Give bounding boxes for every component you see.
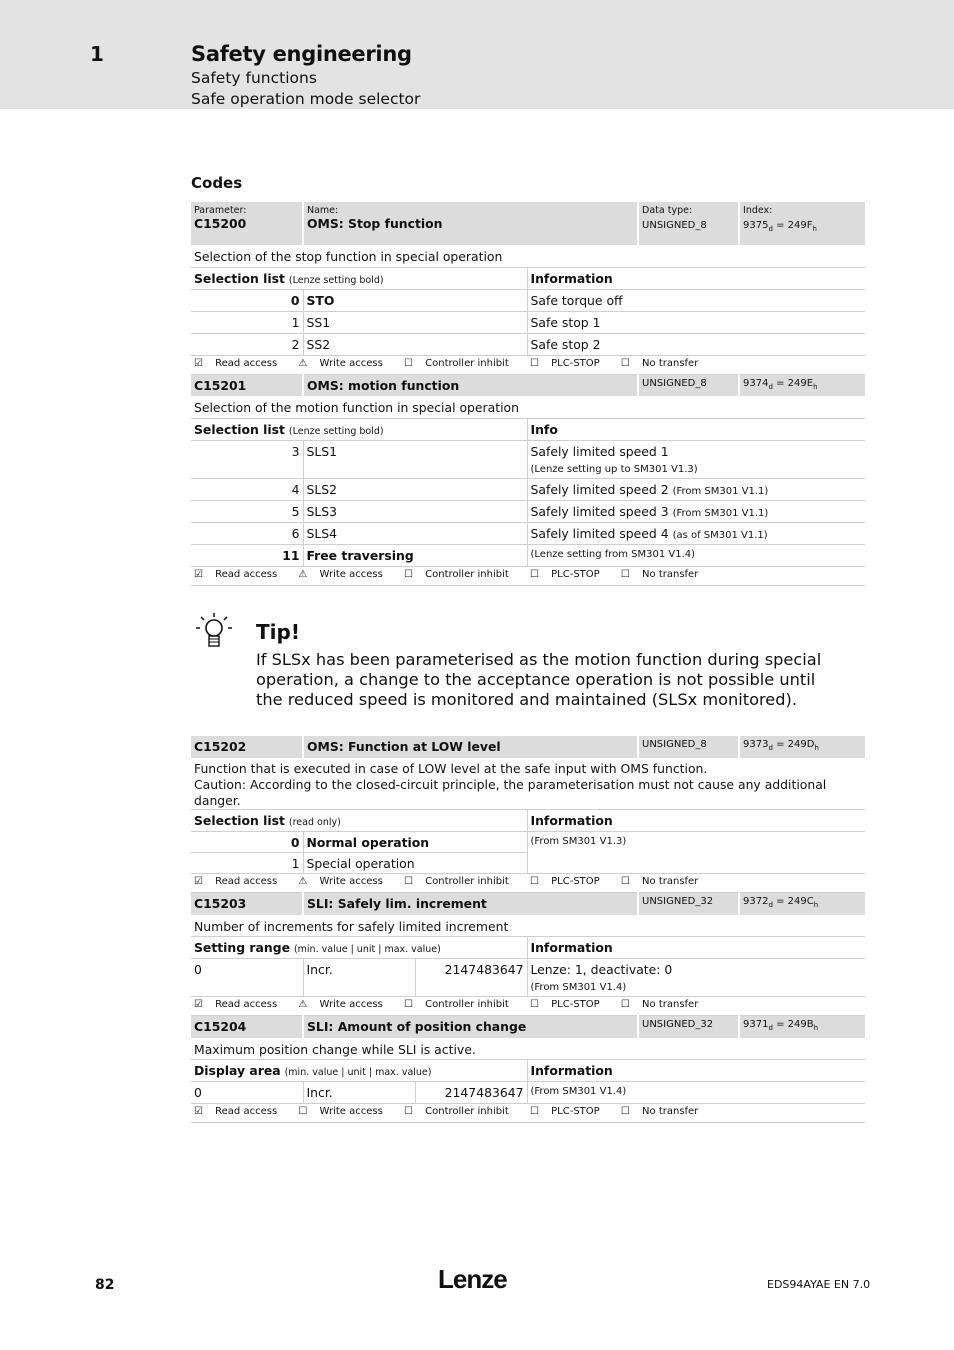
code-header-c15202: C15202 OMS: Function at LOW level UNSIGNED_8 $9373_d = 249D_h$ [191, 736, 865, 758]
selection-row: 11 Free traversing (Lenze setting from SM301 V1.4) [191, 544, 865, 566]
subsection-title: Safe operation mode selector [191, 90, 421, 108]
selection-row: 2 SS2 Safe stop 2 [191, 333, 865, 355]
warning-icon: ⚠ [298, 876, 308, 887]
code-description: Selection of the motion function in special operation [191, 396, 865, 418]
selection-row: 0 Normal operation (From SM301 V1.3) [191, 832, 865, 853]
selection-row: 3 SLS1 Safely limited speed 1 (Lenze setting up to SM301 V1.3) [191, 440, 865, 478]
lightbulb-icon [195, 612, 235, 652]
codes-heading: Codes [191, 174, 243, 192]
selection-row: 5 SLS3 Safely limited speed 3 (From SM301 V1.1) [191, 500, 865, 522]
code-description: Selection of the stop function in special operation [191, 245, 865, 267]
range-row: 0 Incr. 2147483647 (From SM301 V1.4) [191, 1082, 865, 1104]
section-title: Safety functions [191, 69, 317, 87]
code-description: Function that is executed in case of LOW level at the safe input with OMS function. Caution: According to the closed-circuit principle, the parameterisation must not cause any additional danger. [191, 758, 865, 810]
access-flags: ☑ Read access ⚠ Write access ☐ Controller inhibit ☐ PLC-STOP ☐ No transfer [191, 355, 865, 374]
range-row: 0 Incr. 2147483647 Lenze: 1, deactivate: 0 (From SM301 V1.4) [191, 959, 865, 997]
code-description: Number of increments for safely limited increment [191, 915, 865, 937]
code-header-c15203: C15203 SLI: Safely lim. increment UNSIGNED_32 $9372_d = 249C_h$ [191, 893, 865, 915]
index-value: $9375_d = 249F_h$ [743, 220, 817, 233]
code-name: OMS: Stop function [307, 216, 443, 231]
data-type: UNSIGNED_8 [642, 220, 707, 231]
selection-row: 0 STO Safe torque off [191, 289, 865, 311]
access-flags: ☑ Read access ⚠ Write access ☐ Controller inhibit ☐ PLC-STOP ☐ No transfer [191, 874, 865, 893]
selection-row: 1 Special operation [191, 853, 865, 874]
code-table-c15202-c15204: C15202 OMS: Function at LOW level UNSIGNED_8 $9373_d = 249D_h$ Function that is executed in case of LOW level at the safe input with OMS function. Caution: According to the closed-circuit principle, the parameterisation must not cause any additional danger. Selection list (read only) Information 0 Normal operation (From SM301 V1.3) 1 Special operation ☑ Read access ⚠ Write access ☐ Controller inhibit ☐ PLC-STOP ☐ No transfer C15203 SLI: Safely lim. increment UNSIGNED_32 $9372_d = 249C_h$ Number of increments for safely limited increment Setting range (min. value | unit | max. value) Information 0 Incr. 2147483647 Lenze: 1, deactivate: 0 (From SM301 V1.4) ☑ Read access ⚠ Write access ☐ Controller inhibit ☐ PLC-STOP ☐ No transfer C15204 SLI: Amount of position change UNSIGNED_32 $9371_d = 249B_h$ Maximum position change while SLI is active. Display area (min. value | unit | max. value) Information 0 Incr. 2147483647 (From SM301 V1.4) ☑ Read access ☐ Write access ☐ Controller inhibit ☐ PLC-STOP ☐ No transfer [191, 736, 865, 1123]
access-flags: ☑ Read access ⚠ Write access ☐ Controller inhibit ☐ PLC-STOP ☐ No transfer [191, 997, 865, 1016]
document-id: EDS94AYAE EN 7.0 [767, 1278, 871, 1291]
selection-row: 4 SLS2 Safely limited speed 2 (From SM301 V1.1) [191, 478, 865, 500]
code-header-c15201: C15201 OMS: motion function UNSIGNED_8 $9374_d = 249E_h$ [191, 374, 865, 396]
selection-row: 6 SLS4 Safely limited speed 4 (as of SM301 V1.1) [191, 522, 865, 544]
chapter-title: Safety engineering [191, 42, 412, 66]
chapter-number: 1 [90, 42, 104, 66]
warning-icon: ⚠ [298, 357, 308, 369]
tip-title: Tip! [256, 620, 300, 644]
access-flags: ☑ Read access ⚠ Write access ☐ Controller inhibit ☐ PLC-STOP ☐ No transfer [191, 566, 865, 585]
access-flags: ☑ Read access ☐ Write access ☐ Controller inhibit ☐ PLC-STOP ☐ No transfer [191, 1104, 865, 1123]
code-id: C15200 [194, 216, 247, 231]
code-header-c15200: Parameter: C15200 Name: OMS: Stop function Data type: UNSIGNED_8 Index: $9375_d = 249F_h$ [191, 202, 865, 245]
warning-icon: ⚠ [298, 999, 308, 1010]
tip-text: If SLSx has been parameterised as the motion function during special operation, a change to the acceptance operation is not possible until the reduced speed is monitored and maintained (SLSx monitored). [256, 650, 822, 709]
selection-row: 1 SS1 Safe stop 1 [191, 311, 865, 333]
lenze-logo: Lenze [438, 1264, 507, 1294]
code-description: Maximum position change while SLI is active. [191, 1038, 865, 1060]
page-header [0, 0, 954, 109]
code-header-c15204: C15204 SLI: Amount of position change UNSIGNED_32 $9371_d = 249B_h$ [191, 1016, 865, 1038]
code-table-c15200-c15201: Parameter: C15200 Name: OMS: Stop function Data type: UNSIGNED_8 Index: $9375_d = 249F_h$ Selection of the stop function in special operation Selection list (Lenze setting bold) Information 0 STO Safe torque off 1 SS1 Safe stop 1 2 SS2 Safe stop 2 ☑ Read access ⚠ Write access ☐ Controller inhibit ☐ PLC-STOP ☐ No transfer C15201 OMS: motion function UNSIGNED_8 $9374_d = 249E_h$ Selection of the motion function in special operation Selection list (Lenze setting bold) Info 3 SLS1 Safely limited speed 1 (Lenze setting up to SM301 V1.3) 4 SLS2 Safely limited speed 2 (From SM301 V1.1) 5 SLS3 Safely limited speed 3 (From SM301 V1.1) 6 SLS4 Safely limited speed 4 (as of SM301 V1.1) 11 Free traversing (Lenze setting from SM301 V1.4) ☑ Read access ⚠ Write access ☐ Controller inhibit ☐ PLC-STOP ☐ No transfer [191, 202, 865, 586]
warning-icon: ⚠ [298, 568, 308, 580]
page-number: 82 [95, 1277, 115, 1293]
